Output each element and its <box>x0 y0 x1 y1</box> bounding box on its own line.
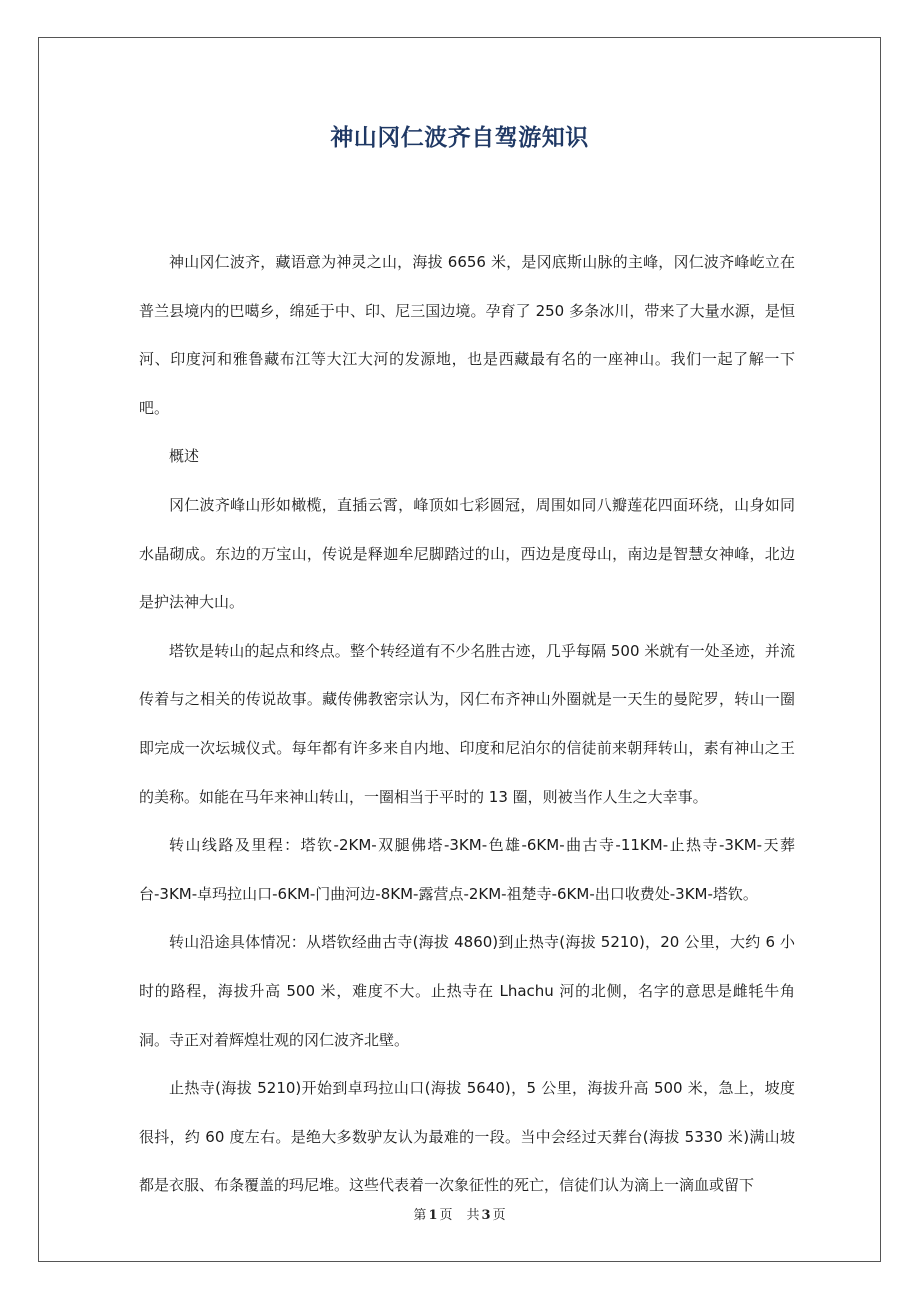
paragraph-overview-heading: 概述 <box>169 447 200 466</box>
paragraph-pass-climb: 止热寺(海拔 5210)开始到卓玛拉山口(海拔 5640)，5 公里，海拔升高 500 米，急上，坡度很抖，约 60 度左右。是绝大多数驴友认为最难的一段。当中会经过天葬台(海拔 5330 米)满山坡都是衣服、布条覆盖的玛尼堆。这些代表着一次象征性的死亡，信徒们认为滴上一滴血或留下 <box>139 1079 795 1195</box>
document-title: 神山冈仁波齐自驾游知识 <box>330 125 589 151</box>
footer-page-current: 1 <box>428 1208 438 1223</box>
footer-page-word: 页 <box>439 1208 453 1223</box>
page-footer <box>38 1207 881 1225</box>
document-body <box>139 238 795 1210</box>
footer-total-word: 页 <box>492 1208 506 1223</box>
paragraph-route-details: 转山沿途具体情况：从塔钦经曲古寺(海拔 4860)到止热寺(海拔 5210)，20 公里，大约 6 小时的路程，海拔升高 500 米，难度不大。止热寺在 Lhachu 河的北侧，名字的意思是雌牦牛角洞。寺正对着辉煌壮观的冈仁波齐北壁。 <box>139 933 795 1049</box>
paragraph-tarchen: 塔钦是转山的起点和终点。整个转经道有不少名胜古迹，几乎每隔 500 米就有一处圣迹，并流传着与之相关的传说故事。藏传佛教密宗认为，冈仁布齐神山外圈就是一天生的曼陀罗，转山一圈即完成一次坛城仪式。每年都有许多来自内地、印度和尼泊尔的信徒前来朝拜转山，素有神山之王的美称。如能在马年来神山转山，一圈相当于平时的 13 圈，则被当作人生之大幸事。 <box>139 641 795 806</box>
footer-prefix: 第 <box>413 1208 427 1223</box>
paragraph-mountain-shape: 冈仁波齐峰山形如橄榄，直插云霄，峰顶如七彩圆冠，周围如同八瓣莲花四面环绕，山身如同水晶砌成。东边的万宝山，传说是释迦牟尼脚踏过的山，西边是度母山，南边是智慧女神峰，北边是护法神大山。 <box>139 495 795 612</box>
footer-total-prefix: 共 <box>466 1208 480 1223</box>
paragraph-intro: 神山冈仁波齐，藏语意为神灵之山，海拔 6656 米，是冈底斯山脉的主峰，冈仁波齐峰屹立在普兰县境内的巴噶乡，绵延于中、印、尼三国边境。孕育了 250 多条冰川，带来了大量水源，是恒河、印度河和雅鲁藏布江等大江大河的发源地，也是西藏最有名的一座神山。我们一起了解一下吧。 <box>139 253 795 417</box>
paragraph-route-distance: 转山线路及里程：塔钦-2KM-双腿佛塔-3KM-色雄-6KM-曲古寺-11KM-止热寺-3KM-天葬台-3KM-卓玛拉山口-6KM-门曲河边-8KM-露营点-2KM-祖楚寺-6KM-出口收费处-3KM-塔钦。 <box>139 836 795 903</box>
footer-page-total: 3 <box>481 1208 491 1223</box>
